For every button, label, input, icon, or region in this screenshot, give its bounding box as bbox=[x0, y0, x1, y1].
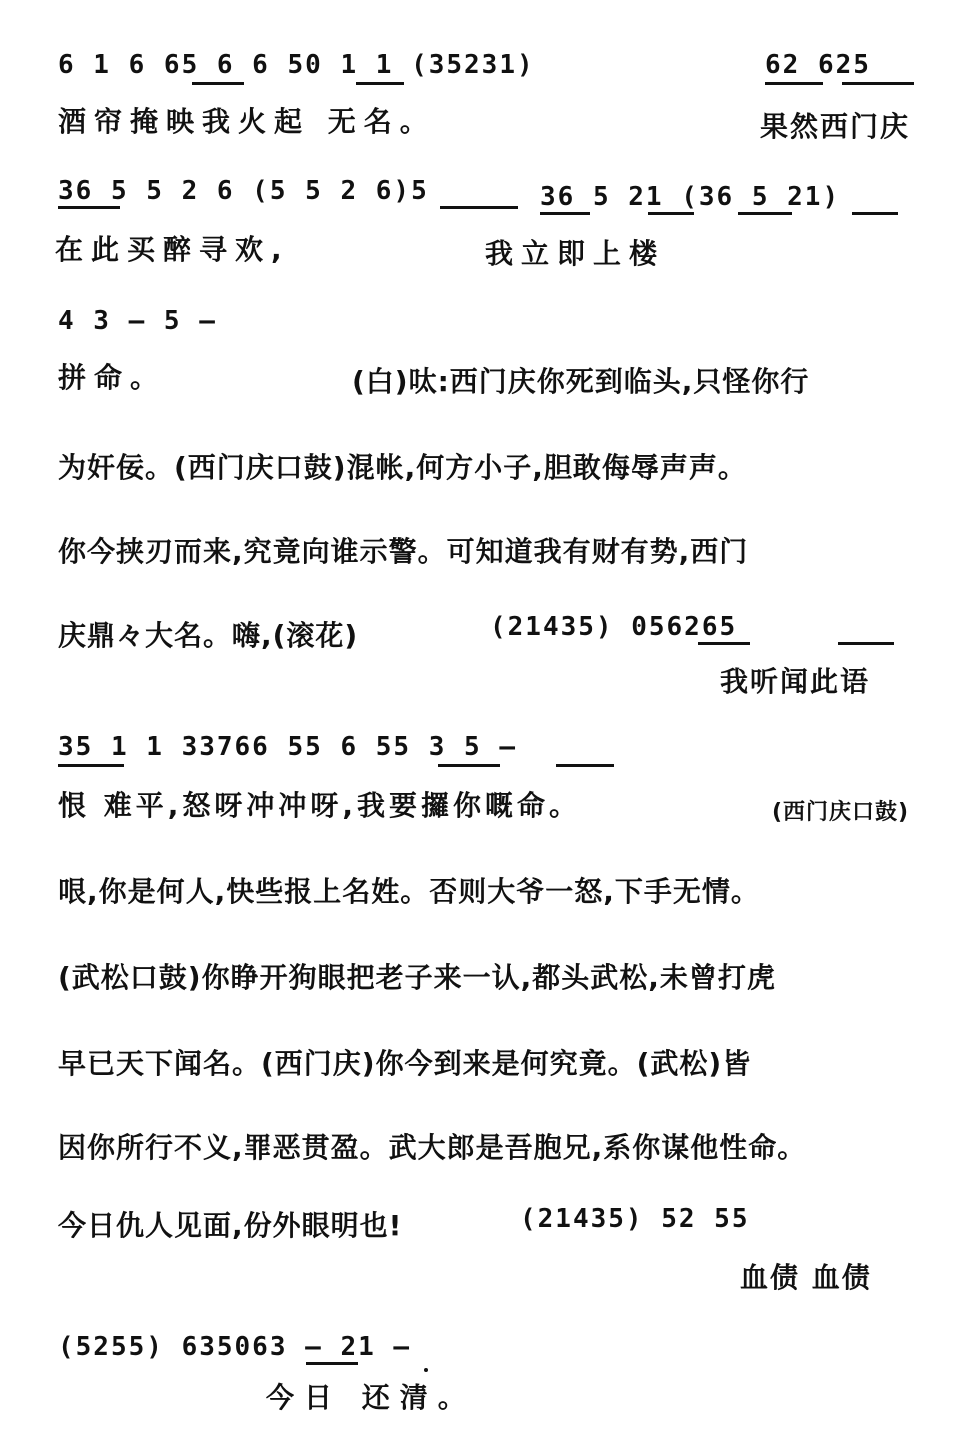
notation-line-1b: 62 625 bbox=[765, 50, 871, 80]
underline-beam bbox=[192, 82, 244, 85]
prose-line-6: 早已天下闻名。(西门庆)你今到来是何究竟。(武松)皆 bbox=[58, 1047, 752, 1080]
lyric-line-1a: 酒帘掩映我火起 无名。 bbox=[58, 105, 436, 138]
prose-line-5: (武松口鼓)你睁开狗眼把老子来一认,都头武松,未曾打虎 bbox=[58, 961, 776, 994]
lyric-line-4: 恨 难平,怒呀冲冲呀,我要攞你嘅命。 bbox=[58, 789, 582, 822]
prose-line-1: 为奸佞。(西门庆口鼓)混帐,何方小子,胆敢侮辱声声。 bbox=[58, 451, 747, 484]
underline-beam bbox=[738, 212, 792, 215]
lyric-line-3: 拼命。 bbox=[58, 361, 167, 394]
underline-beam bbox=[648, 212, 694, 215]
prose-line-7: 因你所行不义,罪恶贯盈。武大郎是吾胞兄,系你谋他性命。 bbox=[58, 1131, 807, 1164]
lyric-line-2a: 在此买醉寻欢, bbox=[55, 233, 290, 266]
spoken-line-3: (白)呔:西门庆你死到临头,只怪你行 bbox=[352, 365, 810, 398]
prose-line-2: 你今挟刃而来,究竟向谁示警。可知道我有财有势,西门 bbox=[58, 535, 749, 568]
notation-line-5: (5255) 635063 — 21 — bbox=[58, 1332, 412, 1362]
prose-line-3: 庆鼎々大名。嗨,(滚花) bbox=[58, 619, 359, 652]
underline-beam bbox=[438, 764, 500, 767]
notation-line-3: 4 3 — 5 — bbox=[58, 306, 217, 336]
underline-beam bbox=[306, 1362, 358, 1365]
lyric-line-2b: 我立即上楼 bbox=[485, 237, 666, 270]
lyric-prose-3: 我听闻此语 bbox=[720, 665, 871, 698]
prose-line-8: 今日仇人见面,份外眼明也! bbox=[58, 1209, 403, 1242]
notation-line-4: 35 1 1 33766 55 6 55 3 5 — bbox=[58, 732, 517, 762]
underline-beam bbox=[356, 82, 404, 85]
underline-beam bbox=[540, 212, 590, 215]
octave-dot bbox=[424, 1368, 428, 1372]
underline-beam bbox=[842, 82, 914, 85]
lyric-line-5: 今日 还清。 bbox=[266, 1381, 476, 1414]
notation-prose-8: (21435) 52 55 bbox=[520, 1204, 750, 1234]
cue-line-4: (西门庆口鼓) bbox=[772, 800, 910, 825]
underline-beam bbox=[58, 206, 120, 209]
underline-beam bbox=[765, 82, 823, 85]
underline-beam bbox=[838, 642, 894, 645]
lyric-line-1b: 果然西门庆 bbox=[760, 110, 911, 143]
notation-prose-3: (21435) 056265 bbox=[490, 612, 738, 642]
underline-beam bbox=[852, 212, 898, 215]
notation-line-1a: 6 1 6 65 6 6 50 1 1 (35231) bbox=[58, 50, 535, 80]
prose-line-4: 哏,你是何人,快些报上名姓。否则大爷一怒,下手无情。 bbox=[58, 875, 760, 908]
underline-beam bbox=[556, 764, 614, 767]
underline-beam bbox=[698, 642, 750, 645]
lyric-prose-8: 血债 血债 bbox=[740, 1261, 872, 1294]
notation-line-2b: 36 5 21 (36 5 21) bbox=[540, 182, 841, 212]
underline-beam bbox=[58, 764, 124, 767]
notation-line-2a: 36 5 5 2 6 (5 5 2 6)5 bbox=[58, 176, 429, 206]
underline-beam bbox=[440, 206, 518, 209]
